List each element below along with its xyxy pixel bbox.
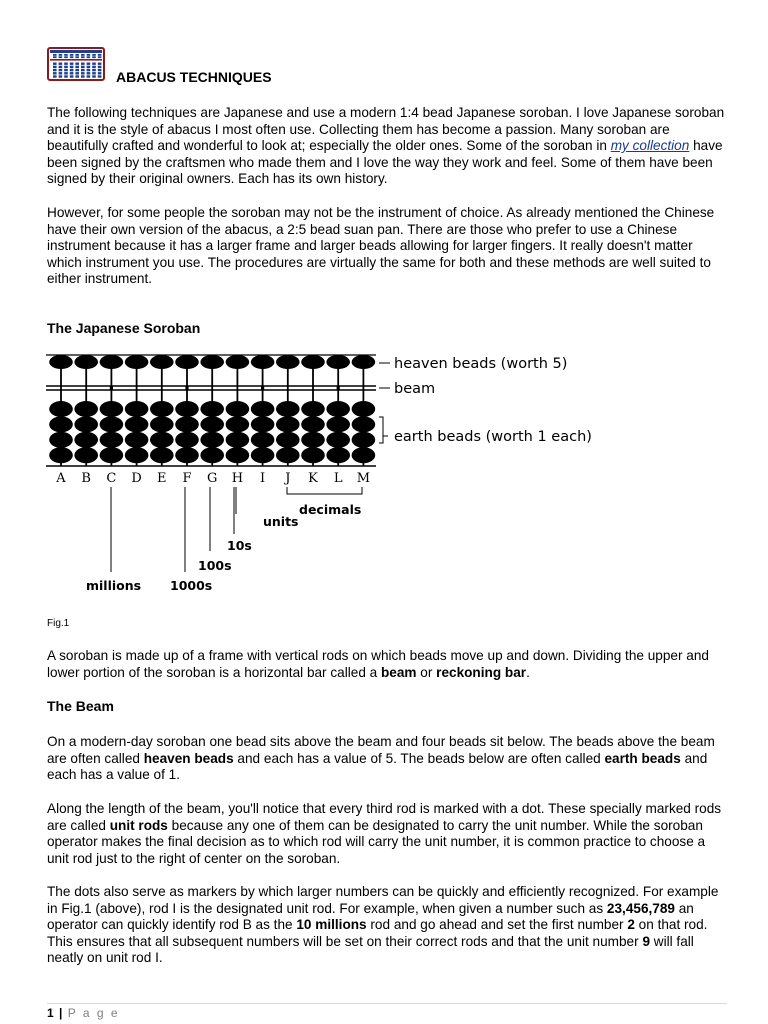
- p4-text: and each has a value of 1.: [47, 750, 708, 782]
- earth-bead: [326, 401, 350, 417]
- earth-bead: [200, 447, 224, 463]
- earth-bracket: [379, 417, 383, 443]
- logo-bead: [70, 54, 74, 56]
- page-footer: [47, 1006, 120, 1020]
- rod-h: [226, 355, 250, 466]
- page-number: 1: [47, 1006, 55, 1020]
- p3-bold-beam: beam: [381, 664, 417, 680]
- decimals-label: decimals: [299, 502, 362, 517]
- logo-bead: [75, 54, 79, 56]
- rod-letter-j: J: [285, 471, 291, 486]
- logo-bead: [87, 72, 91, 74]
- logo-bead: [92, 75, 96, 77]
- heaven-bead: [74, 355, 98, 369]
- logo-bead: [70, 69, 74, 71]
- p3-bold-reckoning-bar: reckoning bar: [436, 664, 527, 680]
- logo-bead: [70, 75, 74, 77]
- logo-bead: [87, 54, 91, 56]
- logo-bead: [81, 54, 85, 56]
- p5-text: Along the length of the beam, you'll notice that every third rod is marked with a dot. These specially marked rods are called: [47, 801, 722, 833]
- rod-m: [352, 355, 376, 466]
- rod-letter-k: K: [308, 471, 318, 486]
- heaven-bead: [352, 355, 376, 369]
- heaven-bead: [276, 355, 300, 369]
- logo-bead: [70, 56, 74, 58]
- p6-text: on that rod. This ensures that all subsequent numbers will be set on their correct rods and that the unit number: [47, 917, 708, 949]
- logo-bead: [53, 56, 57, 58]
- earth-bead: [251, 447, 275, 463]
- logo-bead: [64, 66, 68, 68]
- earth-bead: [251, 401, 275, 417]
- unit-dot: [261, 386, 264, 389]
- logo-bead: [59, 75, 63, 77]
- earth-bead: [100, 447, 124, 463]
- earth-bead: [49, 416, 73, 432]
- rod-c: [100, 355, 124, 466]
- rod-i: [251, 355, 275, 466]
- earth-bead: [49, 447, 73, 463]
- heading-the-beam: The Beam: [47, 698, 114, 714]
- logo-bead: [53, 66, 57, 68]
- soroban-diagram: [46, 350, 616, 600]
- figure-caption: Fig.1: [47, 618, 70, 629]
- earth-bead: [276, 432, 300, 448]
- page-title: ABACUS TECHNIQUES: [116, 69, 272, 85]
- earth-bead: [276, 447, 300, 463]
- earth-bead: [276, 416, 300, 432]
- rod-k: [301, 355, 325, 466]
- footer-divider: [47, 1003, 727, 1004]
- logo-bead: [64, 56, 68, 58]
- rod-letter-m: M: [356, 471, 371, 486]
- earth-bead: [125, 401, 149, 417]
- earth-bead: [175, 401, 199, 417]
- earth-bead: [100, 416, 124, 432]
- logo-bead: [53, 69, 57, 71]
- logo-bead: [92, 66, 96, 68]
- logo-bead: [98, 66, 102, 68]
- unit-dot: [185, 386, 188, 389]
- logo-bead: [75, 56, 79, 58]
- p4-bold-heaven-beads: heaven beads: [143, 750, 234, 766]
- heaven-beads-label: heaven beads (worth 5): [394, 356, 568, 372]
- rod-e: [150, 355, 174, 466]
- earth-bead: [226, 416, 250, 432]
- rod-letter-a: A: [56, 471, 66, 486]
- decimals-bracket: [287, 487, 362, 494]
- rod-letter-c: C: [106, 471, 117, 486]
- logo-bead: [53, 54, 57, 56]
- earth-bead: [226, 401, 250, 417]
- logo-bead: [53, 63, 57, 65]
- earth-bead: [326, 416, 350, 432]
- paragraph-2: However, for some people the soroban may not be the instrument of choice. As already mentioned the Chinese have their own version of the abacus, a 2:5 bead suan pan. There are those who prefer to use a Chinese instrument because it has a larger frame and larger beads allowing for larger fingers. It really doesn't matter which instrument you use. The procedures are virtually the same for both and these methods are well suited to either instrument.: [47, 205, 715, 286]
- logo-bead: [98, 75, 102, 77]
- footer-separator: |: [59, 1006, 64, 1020]
- heaven-bead: [200, 355, 224, 369]
- earth-bead: [100, 401, 124, 417]
- logo-bead: [64, 63, 68, 65]
- earth-bead: [200, 432, 224, 448]
- rod-letter-g: G: [207, 471, 218, 486]
- earth-bead: [226, 432, 250, 448]
- p6-text: rod and go ahead and set the first number: [366, 917, 628, 932]
- p6-bold-2: 2: [627, 917, 635, 932]
- paragraph-6: [47, 884, 727, 967]
- logo-bead: [92, 72, 96, 74]
- logo-bead: [81, 66, 85, 68]
- logo-bead: [64, 75, 68, 77]
- earth-bead: [74, 447, 98, 463]
- logo-bead: [98, 56, 102, 58]
- logo-bead: [81, 75, 85, 77]
- intro-text-1: The following techniques are Japanese and use a modern 1:4 bead Japanese soroban. I love Japanese soroban and it is the style of abacus I most often use. Collecting them has become a passion. Many soroban are beautifully crafted and wonderful to look at; especially the older ones. Some of the soroban in: [47, 105, 725, 153]
- logo-bead: [64, 54, 68, 56]
- beam-label: beam: [394, 381, 436, 397]
- earth-bead: [74, 432, 98, 448]
- earth-bead: [150, 401, 174, 417]
- earth-bead: [301, 416, 325, 432]
- earth-bead: [100, 432, 124, 448]
- earth-bead: [150, 447, 174, 463]
- logo-bead: [59, 72, 63, 74]
- logo-bead: [53, 75, 57, 77]
- logo-bead: [87, 69, 91, 71]
- logo-bead: [92, 56, 96, 58]
- unit-dot: [337, 386, 340, 389]
- logo-bead: [64, 69, 68, 71]
- earth-bead: [276, 401, 300, 417]
- logo-bead: [64, 72, 68, 74]
- logo-bead: [87, 75, 91, 77]
- earth-bead: [326, 447, 350, 463]
- logo-bead: [98, 63, 102, 65]
- logo-bead: [98, 54, 102, 56]
- earth-bead: [125, 416, 149, 432]
- earth-bead: [49, 432, 73, 448]
- p6-bold-9: 9: [642, 933, 650, 949]
- logo-bead: [75, 66, 79, 68]
- earth-bead: [175, 432, 199, 448]
- rod-letter-e: E: [157, 471, 167, 486]
- p3-text: A soroban is made up of a frame with vertical rods on which beads move up and down. Dividing the upper and lower portion of the soroban is a horizontal bar called a: [47, 648, 709, 680]
- logo-bead: [98, 72, 102, 74]
- earth-bead: [226, 447, 250, 463]
- logo-bead: [70, 72, 74, 74]
- rod-letter-l: L: [333, 471, 343, 486]
- rod-b: [74, 355, 98, 466]
- earth-bead: [301, 432, 325, 448]
- earth-bead: [49, 401, 73, 417]
- earth-bead: [175, 447, 199, 463]
- heaven-bead: [301, 355, 325, 369]
- logo-bead: [92, 69, 96, 71]
- p5-text: because any one of them can be designated to carry the unit number. While the soroban operator makes the final decision as to which rod will carry the unit number, it is common practice to choose a unit rod just to the right of center on the soroban.: [47, 817, 706, 866]
- earth-bead: [352, 447, 376, 463]
- p4-text: and each has a value of 5. The beads below are often called: [233, 750, 605, 766]
- heaven-bead: [125, 355, 149, 369]
- earth-bead: [125, 447, 149, 463]
- earth-bead: [251, 416, 275, 432]
- unit-dot: [110, 386, 113, 389]
- p3-text: or: [416, 664, 437, 680]
- earth-bead: [200, 401, 224, 417]
- earth-bead: [74, 401, 98, 417]
- p4-bold-earth-beads: earth beads: [604, 750, 681, 766]
- p5-bold-unit-rods: unit rods: [109, 817, 168, 833]
- rod-f: [175, 355, 199, 466]
- p6-text: will fall neatly on unit rod I.: [47, 933, 694, 965]
- logo-bead: [98, 69, 102, 71]
- logo-bead: [53, 72, 57, 74]
- heaven-bead: [175, 355, 199, 369]
- earth-bead: [352, 416, 376, 432]
- p4-text: On a modern-day soroban one bead sits above the beam and four beads sit below. The beads above the beam are often called: [47, 734, 715, 766]
- p6-text: The dots also serve as markers by which larger numbers can be quickly and efficiently recognized. For example in Fig.1 (above), rod I is the designated unit rod. For example, when given a number such as: [47, 884, 719, 916]
- logo-bead: [75, 72, 79, 74]
- heaven-bead: [150, 355, 174, 369]
- logo-bead: [87, 56, 91, 58]
- earth-beads-label: earth beads (worth 1 each): [394, 429, 592, 445]
- earth-bead: [200, 416, 224, 432]
- earth-bead: [352, 432, 376, 448]
- heaven-bead: [226, 355, 250, 369]
- paragraph-5: [47, 801, 727, 867]
- intro-text-2: have been signed by the craftsmen who made them and I love the way they work and feel. Some of them have been signed by their original owners. Each has its own history.: [47, 138, 723, 186]
- rod-letter-f: F: [182, 471, 192, 486]
- logo-bead: [81, 72, 85, 74]
- heaven-bead: [49, 355, 73, 369]
- paragraph-4: [47, 734, 727, 784]
- earth-bead: [301, 401, 325, 417]
- logo-bead: [70, 66, 74, 68]
- logo-bead: [59, 69, 63, 71]
- logo-bead: [81, 63, 85, 65]
- heading-japanese-soroban: The Japanese Soroban: [47, 320, 201, 336]
- millions-label: millions: [86, 578, 142, 593]
- page-label: P a g e: [67, 1006, 120, 1020]
- logo-bead: [75, 75, 79, 77]
- rod-g: [200, 355, 224, 466]
- logo-bead: [75, 69, 79, 71]
- heaven-bead: [326, 355, 350, 369]
- earth-bead: [326, 432, 350, 448]
- p6-bold-number: 23,456,789: [606, 900, 675, 916]
- units-label: units: [263, 514, 299, 529]
- hundreds-label: 100s: [198, 558, 232, 573]
- logo-bead: [87, 63, 91, 65]
- earth-bead: [251, 432, 275, 448]
- logo-bead: [70, 63, 74, 65]
- intro-paragraph: [47, 105, 727, 188]
- logo-bead: [59, 54, 63, 56]
- rod-l: [326, 355, 350, 466]
- earth-bead: [352, 401, 376, 417]
- logo-bead: [75, 63, 79, 65]
- logo-bead: [59, 56, 63, 58]
- logo-bead: [59, 66, 63, 68]
- earth-bead: [74, 416, 98, 432]
- logo-bead: [87, 66, 91, 68]
- my-collection-link[interactable]: my collection: [610, 138, 690, 153]
- logo-bead: [92, 54, 96, 56]
- earth-bead: [175, 416, 199, 432]
- rod-a: [49, 355, 73, 466]
- logo-bead: [81, 56, 85, 58]
- earth-bead: [125, 432, 149, 448]
- logo-bead: [59, 63, 63, 65]
- rod-letter-b: B: [81, 471, 91, 486]
- p6-text: an operator can quickly identify rod B as the: [47, 900, 694, 932]
- logo-bead: [92, 63, 96, 65]
- rod-j: [276, 355, 300, 466]
- earth-bead: [150, 416, 174, 432]
- rod-letter-i: I: [260, 471, 266, 486]
- logo-bead: [81, 69, 85, 71]
- thousands-label: 1000s: [170, 578, 213, 593]
- abacus-logo-icon: [47, 47, 105, 81]
- p3-text: .: [526, 664, 530, 680]
- paragraph-3: [47, 648, 727, 681]
- heaven-bead: [100, 355, 124, 369]
- rod-letter-d: D: [131, 471, 142, 486]
- rod-letter-h: H: [231, 471, 244, 486]
- heaven-bead: [251, 355, 275, 369]
- tens-label: 10s: [227, 538, 252, 553]
- rod-d: [125, 355, 149, 466]
- earth-bead: [301, 447, 325, 463]
- p6-bold-10-millions: 10 millions: [296, 917, 367, 932]
- earth-bead: [150, 432, 174, 448]
